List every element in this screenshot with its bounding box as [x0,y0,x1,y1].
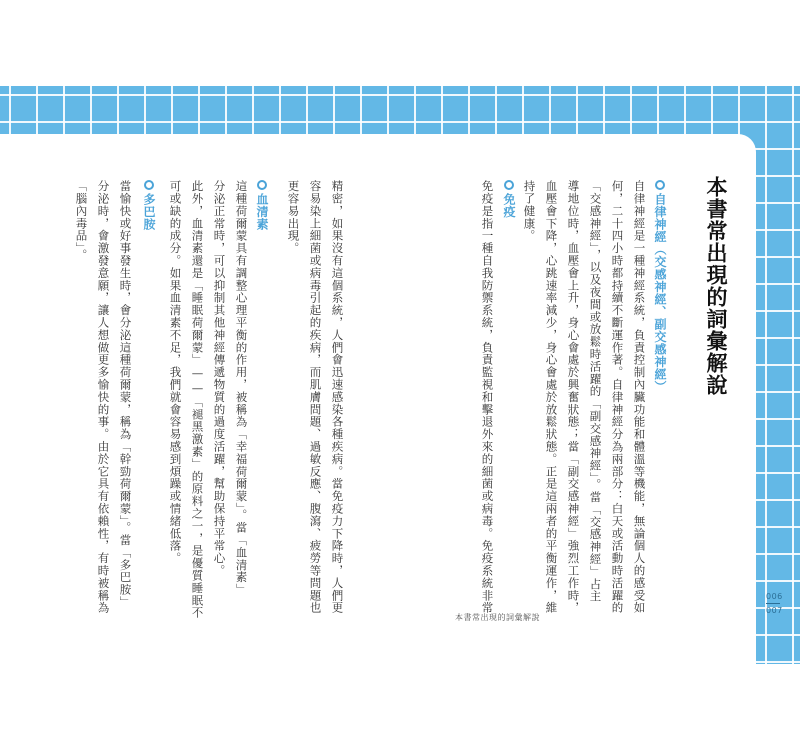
circle-bullet-icon [257,180,267,190]
autonomic-line-3: 「交感神經」，以及夜間或放鬆時活躍的「副交感神經」。當「交感神經」占主 [588,180,603,603]
heading-autonomic [654,180,666,393]
serotonin-line-1: 這種荷爾蒙具有調整心理平衡的作用，被稱為「幸福荷爾蒙」。當「血清素」 [234,180,249,596]
page-number-right: 007 [766,606,783,615]
heading-immunity-label: 免疫 [502,193,516,218]
autonomic-line-2: 何，二十四小時都持續不斷運作著。自律神經分為兩部分：白天或活動時活躍的 [610,180,625,614]
dopamine-line-2: 分泌時，會激發意願，讓人想做更多愉快的事。由於它具有依賴性，有時被稱為 [96,180,111,614]
immunity-line-4: 更容易出現。 [286,180,301,255]
heading-dopamine-label: 多巴胺 [142,193,156,231]
serotonin-line-2: 分泌正常時，可以抑制其他神經傳遞物質的過度活躍，幫助保持平常心。 [212,180,227,577]
autonomic-line-5: 血壓會下降，心跳速率減少，身心會處於放鬆狀態。正是這兩者的平衡運作，維 [544,180,559,614]
dopamine-line-3: 「腦內毒品」。 [74,180,89,262]
circle-bullet-icon [655,180,665,190]
serotonin-line-3: 此外，血清素還是「睡眠荷爾蒙」——「褪黑激素」的原料之一，是優質睡眠不 [190,180,205,619]
running-footer: 本書常出現的詞彙解說 [455,613,540,622]
circle-bullet-icon [504,180,514,190]
heading-dopamine [143,180,155,231]
immunity-line-3: 容易染上細菌或病毒引起的疾病，而肌膚問題、過敏反應、腹瀉、疲勞等問題也 [308,180,323,614]
autonomic-line-4: 導地位時，血壓會上升，身心會處於興奮狀態；當「副交感神經」強烈工作時， [566,180,581,614]
heading-serotonin [256,180,268,231]
autonomic-line-6: 持了健康。 [522,180,537,242]
page-title: 本書常出現的詞彙解說 [704,176,729,396]
heading-serotonin-label: 血清素 [255,193,269,231]
immunity-line-1: 免疫是指一種自我防禦系統，負責監視和擊退外來的細菌或病毒。免疫系統非常 [480,180,495,614]
dopamine-line-1: 當愉快或好事發生時，會分泌這種荷爾蒙，稱為「幹勁荷爾蒙」。當「多巴胺」 [118,180,133,609]
page-number-divider [766,603,780,604]
page-number-left: 006 [766,592,783,601]
heading-immunity [503,180,515,218]
immunity-line-2: 精密，如果沒有這個系統，人們會迅速感染各種疾病。當免疫力下降時，人們更 [330,180,345,614]
serotonin-line-4: 可或缺的成分。如果血清素不足，我們就會容易感到煩躁或情緒低落。 [168,180,183,565]
circle-bullet-icon [144,180,154,190]
heading-autonomic-label: 自律神經（交感神經、副交感神經） [653,193,667,393]
autonomic-line-1: 自律神經是一種神經系統，負責控制內臟功能和體溫等機能，無論個人的感受如 [632,180,647,614]
